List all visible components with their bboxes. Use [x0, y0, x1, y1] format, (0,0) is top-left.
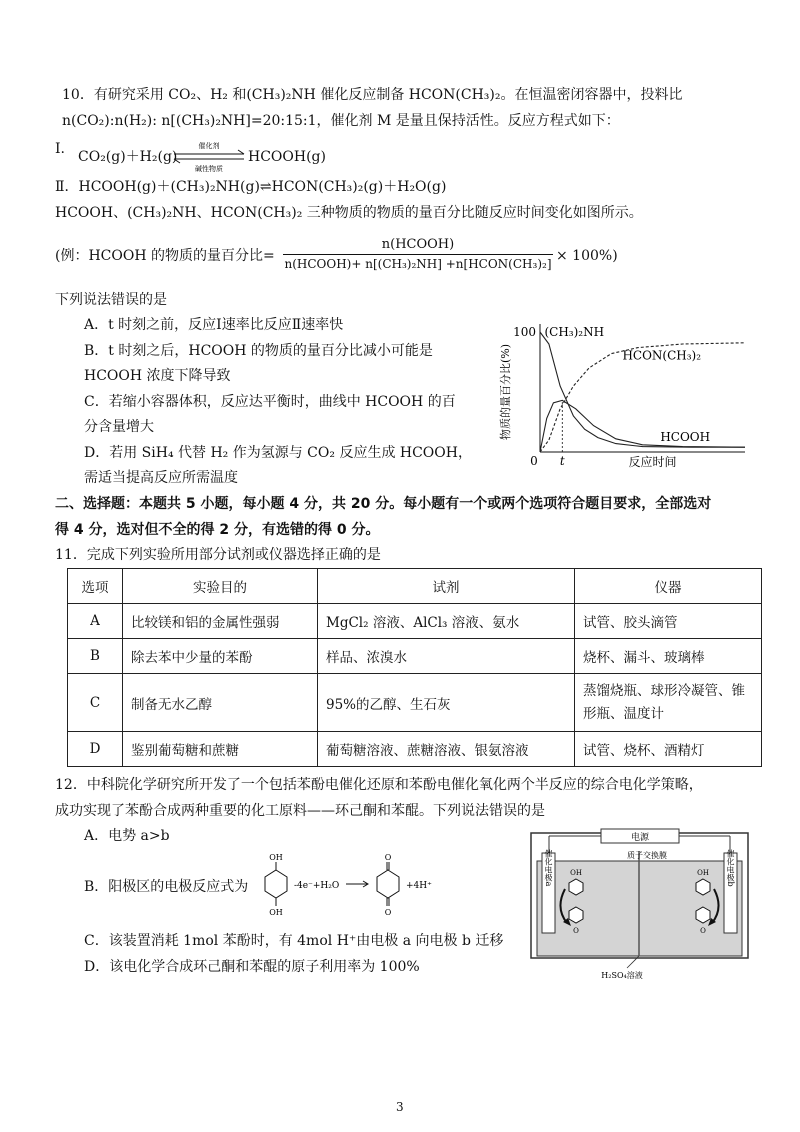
table-cell: 烧杯、漏斗、玻璃棒 — [575, 639, 762, 674]
q10-option-d2: 需适当提高反应所需温度 — [84, 470, 238, 486]
phenol-oh-right: OH — [697, 869, 709, 877]
table-cell: B — [68, 639, 123, 674]
rxn1-left: CO₂(g)＋H₂(g) — [78, 149, 178, 165]
q10-desc: HCOOH、(CH₃)₂NH、HCON(CH₃)₂ 三种物质的物质的量百分比随反应时间变化如图所示。 — [55, 205, 643, 221]
q10-option-b2: HCOOH 浓度下降导致 — [84, 368, 231, 384]
q12-line2: 成功实现了苯酚合成两种重要的化工原料——环己酮和苯醌。下列说法错误的是 — [55, 803, 545, 819]
fraction — [283, 237, 553, 271]
series-line — [540, 400, 745, 452]
membrane-label: 质子交换膜 — [627, 851, 667, 860]
quinone-o-left: O — [573, 927, 579, 935]
table-cell: D — [68, 732, 123, 767]
power-source-label: 电源 — [630, 833, 650, 843]
table-cell: 除去苯中少量的苯酚 — [123, 639, 318, 674]
q11-stem: 11．完成下列实验所用部分试剂或仪器选择正确的是 — [55, 547, 381, 563]
solution-label: H₂SO₄溶液 — [601, 971, 643, 980]
table-header: 仪器 — [575, 569, 762, 604]
y-tick-label: 100 — [513, 325, 536, 339]
table-row — [68, 604, 762, 639]
table-row — [68, 674, 762, 732]
table-cell: 95%的乙醇、生石灰 — [318, 674, 575, 732]
fraction-numerator: n(HCOOH) — [283, 237, 553, 255]
table-cell: 蒸馏烧瓶、球形冷凝管、锥形瓶、温度计 — [575, 674, 762, 732]
q12-option-d: D．该电化学合成环己酮和苯醌的原子利用率为 100% — [84, 959, 420, 975]
q12-option-b-prefix: B．阳极区的电极反应式为 — [84, 879, 249, 895]
quinone-o-top: O — [384, 853, 392, 862]
table-row — [68, 639, 762, 674]
table-cell: 试管、胶头滴管 — [575, 604, 762, 639]
table-header: 选项 — [68, 569, 123, 604]
q11-table — [67, 568, 762, 767]
equation-suffix: +4H⁺ — [406, 881, 432, 891]
page-number: 3 — [396, 1100, 404, 1114]
q12-option-c: C．该装置消耗 1mol 苯酚时，有 4mol H⁺由电极 a 向电极 b 迁移 — [84, 933, 504, 949]
fraction-denominator: n(HCOOH)+ n[(CH₃)₂NH] +n[HCON(CH₃)₂] — [284, 257, 552, 271]
line-chart — [495, 312, 755, 472]
q10-line1: 10．有研究采用 CO₂、H₂ 和(CH₃)₂NH 催化反应制备 HCON(CH₃)₂。在恒温密闭容器中，投料比 — [62, 87, 683, 103]
q10-line2: n(CO₂):n(H₂): n[(CH₃)₂NH]=20:15:1，催化剂 M 是量且保持活性。反应方程式如下： — [62, 113, 620, 129]
q10-option-c2: 分含量增大 — [84, 419, 154, 435]
electrolysis-device — [527, 823, 752, 983]
table-cell: C — [68, 674, 123, 732]
section2-line1: 二、选择题：本题共 5 小题，每小题 4 分，共 20 分。每小题有一个或两个选项符合题目要求，全部选对 — [55, 496, 712, 512]
table-cell: A — [68, 604, 123, 639]
q10-option-a: A．t 时刻之前，反应Ⅰ速率比反应Ⅱ速率快 — [84, 317, 344, 333]
series-label: HCOOH — [660, 430, 711, 445]
table-cell: 试管、烧杯、酒精灯 — [575, 732, 762, 767]
q10-stem: 下列说法错误的是 — [55, 292, 167, 308]
electrode-a-label: 催化电极a — [544, 849, 553, 887]
series-label: (CH₃)₂NH — [544, 325, 605, 339]
electrode-equation — [256, 850, 446, 930]
hydroquinone-oh-bottom: OH — [269, 908, 283, 917]
rxn1-cond-top: 催化剂 — [198, 142, 220, 150]
q10-option-c1: C．若缩小容器体积，反应达平衡时，曲线中 HCOOH 的百 — [84, 394, 456, 410]
rxn1-label: I. — [55, 141, 65, 157]
example-suffix: × 100%) — [556, 248, 618, 264]
cyclohexanone-o-right: O — [700, 927, 706, 935]
hydroquinone-oh-top: OH — [269, 853, 283, 862]
table-cell: MgCl₂ 溶液、AlCl₃ 溶液、氨水 — [318, 604, 575, 639]
electrode-b-label: 催化电极b — [726, 849, 735, 887]
rxn1-right: HCOOH(g) — [248, 149, 326, 165]
table-cell: 葡萄糖溶液、蔗糖溶液、银氨溶液 — [318, 732, 575, 767]
x-axis-label: 反应时间 — [628, 455, 677, 469]
q10-option-b1: B．t 时刻之后，HCOOH 的物质的量百分比减小可能是 — [84, 343, 433, 359]
section2-line2: 得 4 分，选对但不全的得 2 分，有选错的得 0 分。 — [55, 522, 380, 538]
rxn2: Ⅱ．HCOOH(g)＋(CH₃)₂NH(g)⇌HCON(CH₃)₂(g)＋H₂O(g) — [55, 179, 447, 195]
x-tick-label: 0 — [530, 454, 538, 468]
equilibrium-arrow-icon — [170, 140, 248, 174]
x-tick-label: t — [559, 454, 565, 468]
q12-line1: 12．中科院化学研究所开发了一个包括苯酚电催化还原和苯酚电催化氧化两个半反应的综合电化学策略， — [55, 777, 703, 793]
equation-middle: -4e⁻+H₂O — [294, 881, 340, 891]
y-axis-label: 物质的量百分比(%) — [499, 343, 512, 441]
table-cell: 比较镁和铝的金属性强弱 — [123, 604, 318, 639]
table-cell: 鉴别葡萄糖和蔗糖 — [123, 732, 318, 767]
table-header: 实验目的 — [123, 569, 318, 604]
rxn1-cond-bottom: 碱性物质 — [195, 165, 223, 173]
series-label: HCON(CH₃)₂ — [622, 348, 702, 363]
q12-option-a: A．电势 a>b — [84, 828, 170, 844]
quinone-o-bottom: O — [384, 908, 392, 917]
table-cell: 样品、浓溴水 — [318, 639, 575, 674]
phenol-oh-left: OH — [570, 869, 582, 877]
example-prefix: (例：HCOOH 的物质的量百分比= — [55, 248, 275, 264]
q10-option-d1: D．若用 SiH₄ 代替 H₂ 作为氢源与 CO₂ 反应生成 HCOOH， — [84, 445, 472, 461]
table-header: 试剂 — [318, 569, 575, 604]
table-cell: 制备无水乙醇 — [123, 674, 318, 732]
table-row — [68, 732, 762, 767]
